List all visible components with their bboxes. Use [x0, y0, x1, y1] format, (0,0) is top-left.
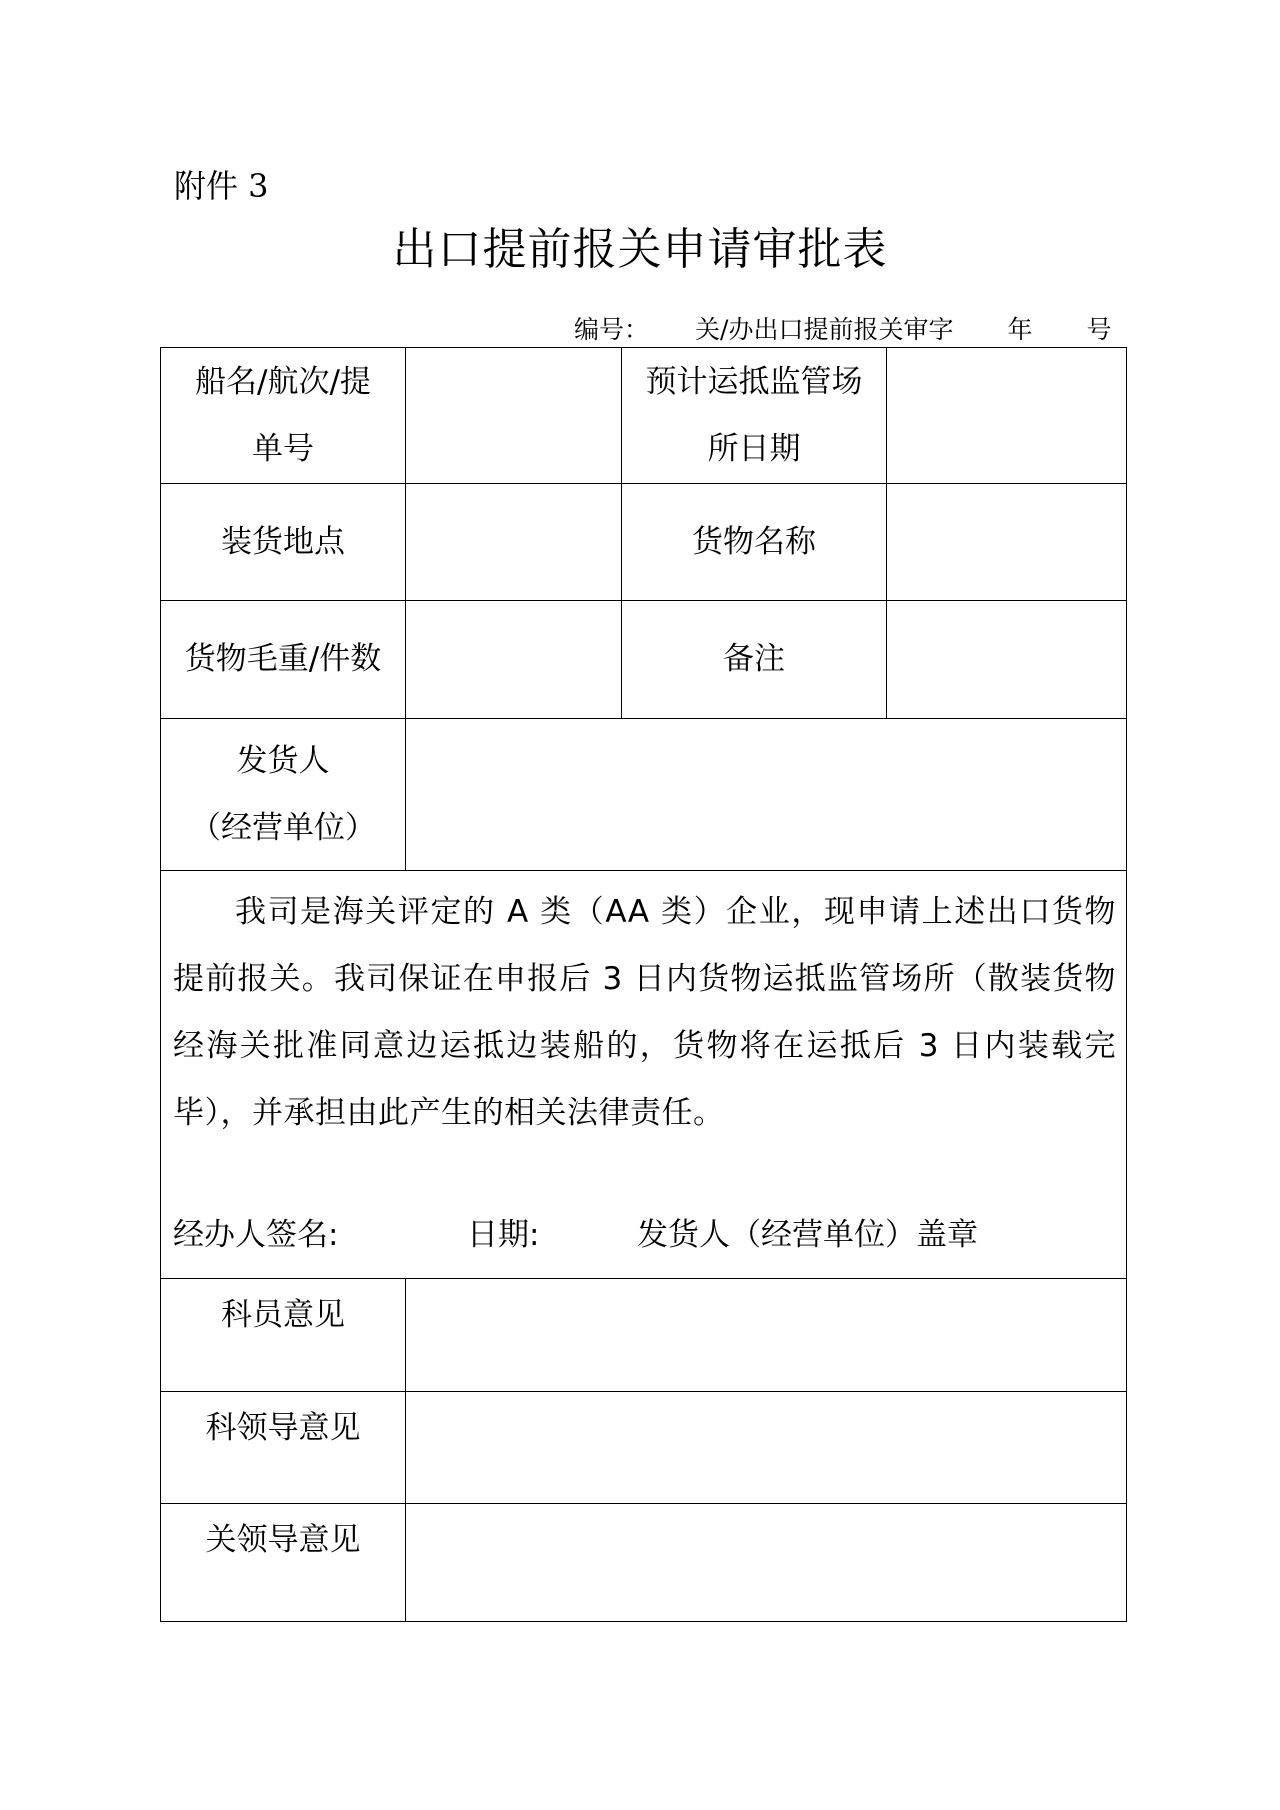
customs-leader-opinion-label: 关领导意见	[161, 1504, 406, 1622]
loading-place-label: 装货地点	[161, 484, 406, 601]
consignor-label-line1: 发货人	[236, 742, 330, 779]
arrival-date-label-line2: 所日期	[707, 430, 801, 467]
gross-weight-value[interactable]	[406, 601, 622, 719]
consignor-value[interactable]	[406, 719, 1127, 871]
seal-label: 发货人（经营单位）盖章	[637, 1217, 978, 1253]
arrival-date-label-cell	[622, 348, 887, 484]
arrival-date-value[interactable]	[887, 348, 1127, 484]
signature-row	[173, 1205, 1116, 1265]
gross-weight-label: 货物毛重/件数	[161, 601, 406, 719]
customs-leader-opinion-value[interactable]	[406, 1504, 1127, 1622]
clerk-opinion-value[interactable]	[406, 1279, 1127, 1392]
handler-signature-label: 经办人签名:	[173, 1217, 339, 1253]
goods-name-value[interactable]	[887, 484, 1127, 601]
arrival-date-label-line1: 预计运抵监管场	[645, 363, 863, 400]
serial-number-line	[574, 314, 1111, 346]
declaration-statement-cell	[161, 871, 1127, 1279]
application-form-table	[160, 347, 1127, 1622]
vessel-voyage-label-line1: 船名/航次/提	[195, 363, 371, 400]
clerk-opinion-label: 科员意见	[161, 1279, 406, 1392]
vessel-voyage-value[interactable]	[406, 348, 622, 484]
goods-name-label: 货物名称	[622, 484, 887, 601]
serial-year: 年	[1007, 315, 1033, 344]
section-leader-opinion-value[interactable]	[406, 1392, 1127, 1504]
serial-label: 编号：	[574, 315, 650, 344]
declaration-statement-text: 我司是海关评定的 A 类（AA 类）企业，现申请上述出口货物提前报关。我司保证在申报后 3 日内货物运抵监管场所（散装货物经海关批准同意边运抵边装船的，货物将在运抵后 3 日内装载完毕），并承担由此产生的相关法律责任。	[173, 894, 1116, 1131]
page-title: 出口提前报关申请审批表	[392, 224, 888, 275]
vessel-voyage-label-line2: 单号	[252, 430, 314, 467]
attachment-label: 附件 3	[174, 167, 269, 205]
date-label: 日期:	[467, 1217, 540, 1253]
vessel-voyage-label-cell	[161, 348, 406, 484]
consignor-label-line2: （经营单位）	[190, 809, 376, 846]
loading-place-value[interactable]	[406, 484, 622, 601]
serial-text: 关/办出口提前报关审字	[695, 315, 954, 344]
serial-number: 号	[1086, 315, 1112, 344]
section-leader-opinion-label: 科领导意见	[161, 1392, 406, 1504]
consignor-label-cell	[161, 719, 406, 871]
remarks-value[interactable]	[887, 601, 1127, 719]
remarks-label: 备注	[622, 601, 887, 719]
